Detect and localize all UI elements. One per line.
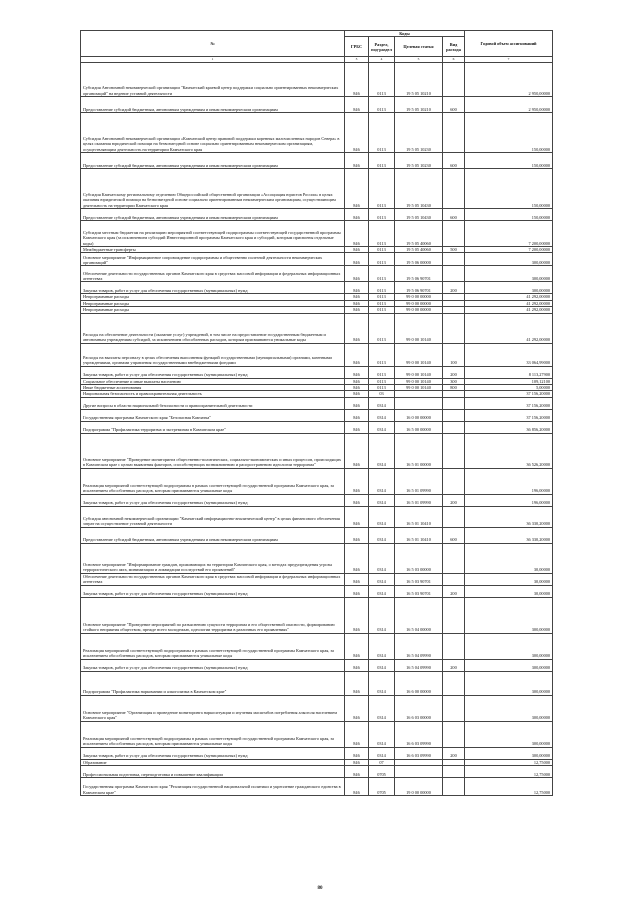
row-description: Профессиональная подготовка, переподготовка и повышение квалификации xyxy=(81,766,345,778)
row-expense-type xyxy=(443,409,465,421)
table-row xyxy=(81,597,553,633)
row-target-article: 16 0 00 00000 xyxy=(395,409,443,421)
row-expense-type xyxy=(443,168,465,208)
row-grbs: 846 xyxy=(345,421,369,433)
row-expense-type xyxy=(443,671,465,695)
row-target-article: 16 5 01 10410 xyxy=(395,506,443,527)
row-description: Предоставление субсидий бюджетным, автономным учреждениям и иным некоммерческим организациям xyxy=(81,527,345,543)
table-row xyxy=(81,494,553,506)
header-codes: Коды xyxy=(345,31,465,37)
row-razdel: 0314 xyxy=(369,409,395,421)
table-row xyxy=(81,409,553,421)
table-row xyxy=(81,659,553,671)
row-expense-type xyxy=(443,112,465,152)
row-annual-sum: 300,00000 xyxy=(465,695,553,721)
row-target-article: 16 5 03 90701 xyxy=(395,585,443,597)
row-description: Социальное обеспечение и иные выплаты населению xyxy=(81,378,345,384)
col-number: 7 xyxy=(465,57,553,63)
row-description: Закупка товаров, работ и услуг для обеспечения государственных (муниципальных) нужд xyxy=(81,747,345,759)
row-grbs: 846 xyxy=(345,766,369,778)
row-expense-type xyxy=(443,573,465,585)
row-expense-type xyxy=(443,695,465,721)
row-description: Субсидия автономной некоммерческой организации "Камчатский информационно-аналитический центр" в целях финансового обеспечения затрат на осуществление уставной деятельности xyxy=(81,506,345,527)
table-row xyxy=(81,433,553,468)
row-description: Государственная программа Камчатского края "Безопасная Камчатка" xyxy=(81,409,345,421)
table-row xyxy=(81,282,553,294)
row-description: Расходы на обеспечение деятельности (оказание услуг) учреждений, в том числе на предоставление государственным бюджетным и автономным учреждениям субсидий, за исключением обособленных расходов, которым присваиваются уникальные коды xyxy=(81,313,345,343)
row-expense-type xyxy=(443,266,465,282)
row-grbs: 846 xyxy=(345,282,369,294)
table-row xyxy=(81,266,553,282)
row-annual-sum: 300,00000 xyxy=(465,747,553,759)
row-target-article: 16 6 03 09990 xyxy=(395,747,443,759)
row-expense-type xyxy=(443,421,465,433)
table-row xyxy=(81,313,553,343)
table-row xyxy=(81,695,553,721)
row-target-article: 19 5 05 40060 xyxy=(395,246,443,252)
row-razdel: 0113 xyxy=(369,152,395,168)
row-expense-type xyxy=(443,433,465,468)
row-description: Образование xyxy=(81,759,345,765)
row-description: Обеспечение деятельности государственных органов Камчатского края в средствах массовой информации и федеральных информационных агентствах xyxy=(81,573,345,585)
row-razdel: 0314 xyxy=(369,671,395,695)
row-description: Расходы на выплаты персоналу в целях обеспечения выполнения функций государственными (муниципальными) органами, казенными учреждениями, органами управления государственными внебюджетными фондами xyxy=(81,343,345,366)
row-description: Реализация мероприятий соответствующей подпрограммы в рамках соответствующей государственной программы Камчатского края, за исключением обособленных расходов, которым присваиваются уникальные коды xyxy=(81,633,345,659)
table-row xyxy=(81,366,553,378)
row-annual-sum: 37 156,20000 xyxy=(465,391,553,397)
row-target-article: 99 0 00 10140 xyxy=(395,384,443,390)
table-row xyxy=(81,152,553,168)
row-annual-sum: 36 856,20000 xyxy=(465,421,553,433)
table-row xyxy=(81,253,553,266)
row-grbs: 846 xyxy=(345,391,369,397)
table-row xyxy=(81,421,553,433)
row-annual-sum: 150,00000 xyxy=(465,208,553,220)
row-annual-sum: 300,00000 xyxy=(465,282,553,294)
row-annual-sum: 36 526,20000 xyxy=(465,433,553,468)
row-target-article: 16 6 03 09990 xyxy=(395,721,443,747)
row-razdel: 0314 xyxy=(369,597,395,633)
row-target-article: 99 0 00 10140 xyxy=(395,366,443,378)
row-grbs: 846 xyxy=(345,343,369,366)
row-razdel: 0314 xyxy=(369,506,395,527)
row-grbs: 846 xyxy=(345,527,369,543)
row-annual-sum: 36 330,20000 xyxy=(465,527,553,543)
row-expense-type: 300 xyxy=(443,378,465,384)
row-description: Реализация мероприятий соответствующей подпрограммы в рамках соответствующей государственной программы Камчатского края, за исключением обособленных расходов, которым присваиваются уникальные коды xyxy=(81,468,345,494)
row-target-article: 16 5 01 00000 xyxy=(395,433,443,468)
row-annual-sum: 41 292,00000 xyxy=(465,294,553,300)
row-annual-sum: 2 950,00000 xyxy=(465,62,553,96)
row-description: Основное мероприятие "Информирование граждан, проживающих на территории Камчатского края, о методах предупреждения угрозы террористического акта, минимизации и ликвидации последствий его проявлений" xyxy=(81,543,345,573)
row-expense-type: 200 xyxy=(443,747,465,759)
row-razdel: 0314 xyxy=(369,659,395,671)
row-razdel: 0314 xyxy=(369,573,395,585)
row-razdel: 0314 xyxy=(369,421,395,433)
table-row xyxy=(81,397,553,409)
table-row xyxy=(81,543,553,573)
budget-table xyxy=(80,30,553,796)
row-annual-sum: 30,00000 xyxy=(465,585,553,597)
row-annual-sum: 37 156,20000 xyxy=(465,409,553,421)
row-expense-type xyxy=(443,633,465,659)
row-description: Основное мероприятие "Организация и проведение мониторинга наркоситуации и изучения масштабов потребления алкоголя населением Камчатского края" xyxy=(81,695,345,721)
row-razdel: 0314 xyxy=(369,494,395,506)
row-grbs: 846 xyxy=(345,659,369,671)
row-annual-sum: 2 950,00000 xyxy=(465,96,553,112)
row-razdel: 0314 xyxy=(369,695,395,721)
row-description: Основное мероприятие "Проведение мероприятий по разъяснению сущности терроризма и его общественной опасности, формированию стойкого неприятия обществом, прежде всего молодежью, идеологии терроризма в различных его проявлениях" xyxy=(81,597,345,633)
row-grbs: 846 xyxy=(345,721,369,747)
row-razdel: 0314 xyxy=(369,747,395,759)
table-row xyxy=(81,633,553,659)
row-expense-type xyxy=(443,597,465,633)
col-number: 1 xyxy=(81,57,345,63)
row-grbs: 846 xyxy=(345,220,369,246)
row-expense-type xyxy=(443,220,465,246)
row-grbs: 846 xyxy=(345,313,369,343)
row-annual-sum: 12,75000 xyxy=(465,759,553,765)
row-description: Субсидия Автономной некоммерческой организации "Камчатский краевой центр поддержки социально ориентированных некоммерческих организаций" на ведение уставной деятельности xyxy=(81,62,345,96)
row-target-article: 16 5 04 00000 xyxy=(395,597,443,633)
row-grbs: 846 xyxy=(345,168,369,208)
row-annual-sum: 300,00000 xyxy=(465,659,553,671)
header-sum: Годовой объем ассигнований xyxy=(465,31,553,57)
row-grbs: 846 xyxy=(345,112,369,152)
row-expense-type: 100 xyxy=(443,343,465,366)
row-target-article: 99 0 00 00000 xyxy=(395,307,443,313)
row-target-article: 19 5 05 10210 xyxy=(395,62,443,96)
row-annual-sum: 30,00000 xyxy=(465,573,553,585)
row-annual-sum: 300,00000 xyxy=(465,633,553,659)
row-grbs: 846 xyxy=(345,300,369,306)
row-annual-sum: 33 064,99000 xyxy=(465,343,553,366)
row-grbs: 846 xyxy=(345,494,369,506)
row-grbs: 846 xyxy=(345,433,369,468)
row-target-article xyxy=(395,766,443,778)
row-annual-sum: 196,00000 xyxy=(465,468,553,494)
row-target-article: 19 5 06 90701 xyxy=(395,266,443,282)
col-number: 6 xyxy=(443,57,465,63)
row-grbs: 846 xyxy=(345,294,369,300)
table-row xyxy=(81,208,553,220)
row-description: Государственная программа Камчатского края "Реализация государственной национальной политики и укрепление гражданского единства в Камчатском крае" xyxy=(81,778,345,796)
table-row xyxy=(81,766,553,778)
row-razdel: 0113 xyxy=(369,168,395,208)
row-target-article: 19 0 00 00000 xyxy=(395,778,443,796)
row-razdel: 0113 xyxy=(369,112,395,152)
row-razdel: 0314 xyxy=(369,397,395,409)
row-grbs: 846 xyxy=(345,307,369,313)
col-number: 4 xyxy=(369,57,395,63)
row-annual-sum: 300,00000 xyxy=(465,671,553,695)
table-row xyxy=(81,220,553,246)
row-target-article: 16 5 04 09990 xyxy=(395,659,443,671)
table-row xyxy=(81,96,553,112)
row-razdel: 0113 xyxy=(369,282,395,294)
row-expense-type: 600 xyxy=(443,527,465,543)
row-razdel: 0113 xyxy=(369,378,395,384)
row-target-article: 16 5 01 09990 xyxy=(395,468,443,494)
row-annual-sum: 12,75000 xyxy=(465,766,553,778)
row-grbs: 846 xyxy=(345,585,369,597)
row-grbs: 846 xyxy=(345,378,369,384)
row-razdel: 0113 xyxy=(369,307,395,313)
row-grbs: 846 xyxy=(345,671,369,695)
row-annual-sum: 300,00000 xyxy=(465,253,553,266)
table-row xyxy=(81,168,553,208)
row-expense-type xyxy=(443,778,465,796)
table-row xyxy=(81,585,553,597)
row-target-article: 16 5 01 10410 xyxy=(395,527,443,543)
row-expense-type xyxy=(443,468,465,494)
row-expense-type xyxy=(443,253,465,266)
header-num: № xyxy=(81,31,345,57)
row-annual-sum: 8 113,27900 xyxy=(465,366,553,378)
row-annual-sum: 12,75000 xyxy=(465,778,553,796)
row-description: Субсидия Камчатскому региональному отделению Общероссийской общественной организации «Ассоциация юристов России» в целях оказания юридической помощи на безвозмездной основе социально ориентированным некоммерческим организациям, осуществляющим деятельность на территории Камчатского края xyxy=(81,168,345,208)
row-grbs: 846 xyxy=(345,208,369,220)
row-description: Национальная безопасность и правоохранительная деятельность xyxy=(81,391,345,397)
row-grbs: 846 xyxy=(345,597,369,633)
header-grbs: ГРБС xyxy=(345,37,369,57)
row-razdel: 0113 xyxy=(369,300,395,306)
row-annual-sum: 5,00000 xyxy=(465,384,553,390)
row-description: Предоставление субсидий бюджетным, автономным учреждениям и иным некоммерческим организациям xyxy=(81,208,345,220)
budget-table-sheet xyxy=(80,30,552,796)
row-target-article xyxy=(395,397,443,409)
row-expense-type: 600 xyxy=(443,152,465,168)
row-description: Другие вопросы в области национальной безопасности и правоохранительной деятельности xyxy=(81,397,345,409)
header-cs: Целевая статья xyxy=(395,37,443,57)
row-description: Предоставление субсидий бюджетным, автономным учреждениям и иным некоммерческим организациям xyxy=(81,152,345,168)
table-row xyxy=(81,527,553,543)
row-target-article: 19 5 05 10430 xyxy=(395,168,443,208)
row-annual-sum: 41 292,00000 xyxy=(465,307,553,313)
row-target-article: 99 0 00 10140 xyxy=(395,378,443,384)
row-annual-sum: 41 292,00000 xyxy=(465,313,553,343)
row-description: Непрограммные расходы xyxy=(81,300,345,306)
row-grbs: 846 xyxy=(345,366,369,378)
row-expense-type: 200 xyxy=(443,366,465,378)
row-razdel: 0314 xyxy=(369,527,395,543)
row-expense-type: 200 xyxy=(443,659,465,671)
row-description: Подпрограмма "Профилактика наркомании и алкоголизма в Камчатском крае" xyxy=(81,671,345,695)
row-annual-sum: 300,00000 xyxy=(465,597,553,633)
row-grbs: 846 xyxy=(345,633,369,659)
row-grbs: 846 xyxy=(345,468,369,494)
header-vr: Вид расхода xyxy=(443,37,465,57)
row-expense-type: 600 xyxy=(443,208,465,220)
row-annual-sum: 7 200,00000 xyxy=(465,246,553,252)
row-expense-type: 200 xyxy=(443,282,465,294)
row-razdel: 0113 xyxy=(369,62,395,96)
row-razdel: 03 xyxy=(369,391,395,397)
row-description: Иные бюджетные ассигнования xyxy=(81,384,345,390)
row-target-article: 16 6 03 00000 xyxy=(395,695,443,721)
row-target-article: 99 0 00 10140 xyxy=(395,343,443,366)
row-target-article: 99 0 00 00000 xyxy=(395,300,443,306)
row-annual-sum: 150,00000 xyxy=(465,168,553,208)
row-expense-type: 500 xyxy=(443,246,465,252)
row-target-article: 19 5 06 00000 xyxy=(395,253,443,266)
row-expense-type xyxy=(443,766,465,778)
row-target-article: 19 5 05 10230 xyxy=(395,152,443,168)
row-description: Закупка товаров, работ и услуг для обеспечения государственных (муниципальных) нужд xyxy=(81,494,345,506)
row-grbs: 846 xyxy=(345,778,369,796)
row-grbs: 846 xyxy=(345,384,369,390)
row-description: Закупка товаров, работ и услуг для обеспечения государственных (муниципальных) нужд xyxy=(81,659,345,671)
table-row xyxy=(81,343,553,366)
row-target-article: 19 5 05 10230 xyxy=(395,112,443,152)
row-razdel: 0113 xyxy=(369,294,395,300)
row-razdel: 0113 xyxy=(369,343,395,366)
row-target-article: 99 0 00 00000 xyxy=(395,294,443,300)
row-description: Межбюджетные трансферты xyxy=(81,246,345,252)
table-row xyxy=(81,778,553,796)
col-number: 3 xyxy=(345,57,369,63)
row-grbs: 846 xyxy=(345,266,369,282)
row-target-article: 19 5 05 10430 xyxy=(395,208,443,220)
row-description: Предоставление субсидий бюджетным, автономным учреждениям и иным некоммерческим организациям xyxy=(81,96,345,112)
row-razdel: 0314 xyxy=(369,468,395,494)
row-description: Закупка товаров, работ и услуг для обеспечения государственных (муниципальных) нужд xyxy=(81,366,345,378)
row-razdel: 0113 xyxy=(369,96,395,112)
row-annual-sum: 30,00000 xyxy=(465,543,553,573)
row-razdel: 0113 xyxy=(369,266,395,282)
row-razdel: 0113 xyxy=(369,384,395,390)
row-target-article: 19 5 05 40060 xyxy=(395,220,443,246)
row-annual-sum: 7 200,00000 xyxy=(465,220,553,246)
col-number: 5 xyxy=(395,57,443,63)
row-razdel: 0314 xyxy=(369,721,395,747)
page-number: 80 xyxy=(317,886,323,891)
row-expense-type xyxy=(443,721,465,747)
row-grbs: 846 xyxy=(345,253,369,266)
row-annual-sum: 109,12100 xyxy=(465,378,553,384)
row-description: Реализация мероприятий соответствующей подпрограммы в рамках соответствующей государственной программы Камчатского края, за исключением обособленных расходов, которым присваиваются уникальные коды xyxy=(81,721,345,747)
row-razdel: 0113 xyxy=(369,253,395,266)
row-target-article: 16 5 03 90701 xyxy=(395,573,443,585)
row-expense-type xyxy=(443,62,465,96)
row-description: Непрограммные расходы xyxy=(81,294,345,300)
row-annual-sum: 150,00000 xyxy=(465,112,553,152)
row-razdel: 0314 xyxy=(369,433,395,468)
row-razdel: 0314 xyxy=(369,633,395,659)
row-annual-sum: 150,00000 xyxy=(465,152,553,168)
row-annual-sum: 196,00000 xyxy=(465,494,553,506)
row-grbs: 846 xyxy=(345,409,369,421)
row-grbs: 846 xyxy=(345,246,369,252)
row-annual-sum: 37 156,20000 xyxy=(465,397,553,409)
row-razdel: 0113 xyxy=(369,246,395,252)
row-razdel: 0705 xyxy=(369,766,395,778)
row-grbs: 846 xyxy=(345,695,369,721)
row-expense-type xyxy=(443,506,465,527)
row-grbs: 846 xyxy=(345,759,369,765)
row-target-article: 19 5 06 90701 xyxy=(395,282,443,294)
row-razdel: 0113 xyxy=(369,220,395,246)
row-grbs: 846 xyxy=(345,506,369,527)
row-target-article: 16 6 00 00000 xyxy=(395,671,443,695)
row-expense-type: 600 xyxy=(443,96,465,112)
row-expense-type: 800 xyxy=(443,384,465,390)
row-annual-sum: 41 292,00000 xyxy=(465,300,553,306)
row-annual-sum: 300,00000 xyxy=(465,721,553,747)
table-row xyxy=(81,671,553,695)
row-grbs: 846 xyxy=(345,747,369,759)
row-razdel: 0314 xyxy=(369,585,395,597)
row-razdel: 0113 xyxy=(369,313,395,343)
row-expense-type xyxy=(443,313,465,343)
row-description: Основное мероприятие "Проведение мониторинга общественно-политических, социально-экономических и иных процессов, происходящих в Камчатском крае с целью выявления факторов, способствующих возникновению и распространению идеологии терроризма" xyxy=(81,433,345,468)
row-expense-type: 200 xyxy=(443,494,465,506)
row-target-article: 19 5 05 10210 xyxy=(395,96,443,112)
header-razdel: Раздел, под-раздел xyxy=(369,37,395,57)
row-expense-type: 200 xyxy=(443,585,465,597)
row-grbs: 846 xyxy=(345,152,369,168)
table-row xyxy=(81,721,553,747)
row-description: Обеспечение деятельности государственных органов Камчатского края в средствах массовой информации и федеральных информационных агентствах xyxy=(81,266,345,282)
row-target-article: 99 0 00 10140 xyxy=(395,313,443,343)
row-razdel: 0113 xyxy=(369,366,395,378)
row-description: Закупка товаров, работ и услуг для обеспечения государственных (муниципальных) нужд xyxy=(81,585,345,597)
row-description: Подпрограмма "Профилактика терроризма и экстремизма в Камчатском крае" xyxy=(81,421,345,433)
row-grbs: 846 xyxy=(345,62,369,96)
row-annual-sum: 36 330,20000 xyxy=(465,506,553,527)
table-row xyxy=(81,112,553,152)
row-razdel: 0314 xyxy=(369,543,395,573)
row-expense-type xyxy=(443,543,465,573)
table-row xyxy=(81,62,553,96)
row-grbs: 846 xyxy=(345,397,369,409)
row-description: Субсидии местным бюджетам на реализацию мероприятий соответствующей подпрограммы соответствующей государственной программы Камчатского края (за исключением субсидий Инвестиционной программы Камчатского края и субсидий, которым присвоены отдельные коды) xyxy=(81,220,345,246)
row-razdel: 0113 xyxy=(369,208,395,220)
row-description: Непрограммные расходы xyxy=(81,307,345,313)
table-row xyxy=(81,468,553,494)
row-grbs: 846 xyxy=(345,543,369,573)
row-target-article: 16 5 01 09990 xyxy=(395,494,443,506)
row-expense-type xyxy=(443,397,465,409)
row-grbs: 846 xyxy=(345,96,369,112)
table-row xyxy=(81,747,553,759)
row-annual-sum: 300,00000 xyxy=(465,266,553,282)
table-row xyxy=(81,573,553,585)
row-razdel: 0705 xyxy=(369,778,395,796)
row-description: Основное мероприятие "Информационное сопровождение подпрограммы и общественно полезной деятельности некоммерческих организаций" xyxy=(81,253,345,266)
row-description: Субсидия Автономной некоммерческой организации «Камчатский центр правовой поддержки коренных малочисленных народов Севера» в целях оказания юридической помощи на безвозмездной основе социально ориентированным некоммерческим организациям, осуществляющим деятельность на территории Камчатского края xyxy=(81,112,345,152)
row-target-article: 16 5 00 00000 xyxy=(395,421,443,433)
row-description: Закупка товаров, работ и услуг для обеспечения государственных (муниципальных) нужд xyxy=(81,282,345,294)
row-razdel: 07 xyxy=(369,759,395,765)
row-grbs: 846 xyxy=(345,573,369,585)
table-row xyxy=(81,506,553,527)
row-target-article: 16 5 03 00000 xyxy=(395,543,443,573)
row-target-article: 16 5 04 09990 xyxy=(395,633,443,659)
